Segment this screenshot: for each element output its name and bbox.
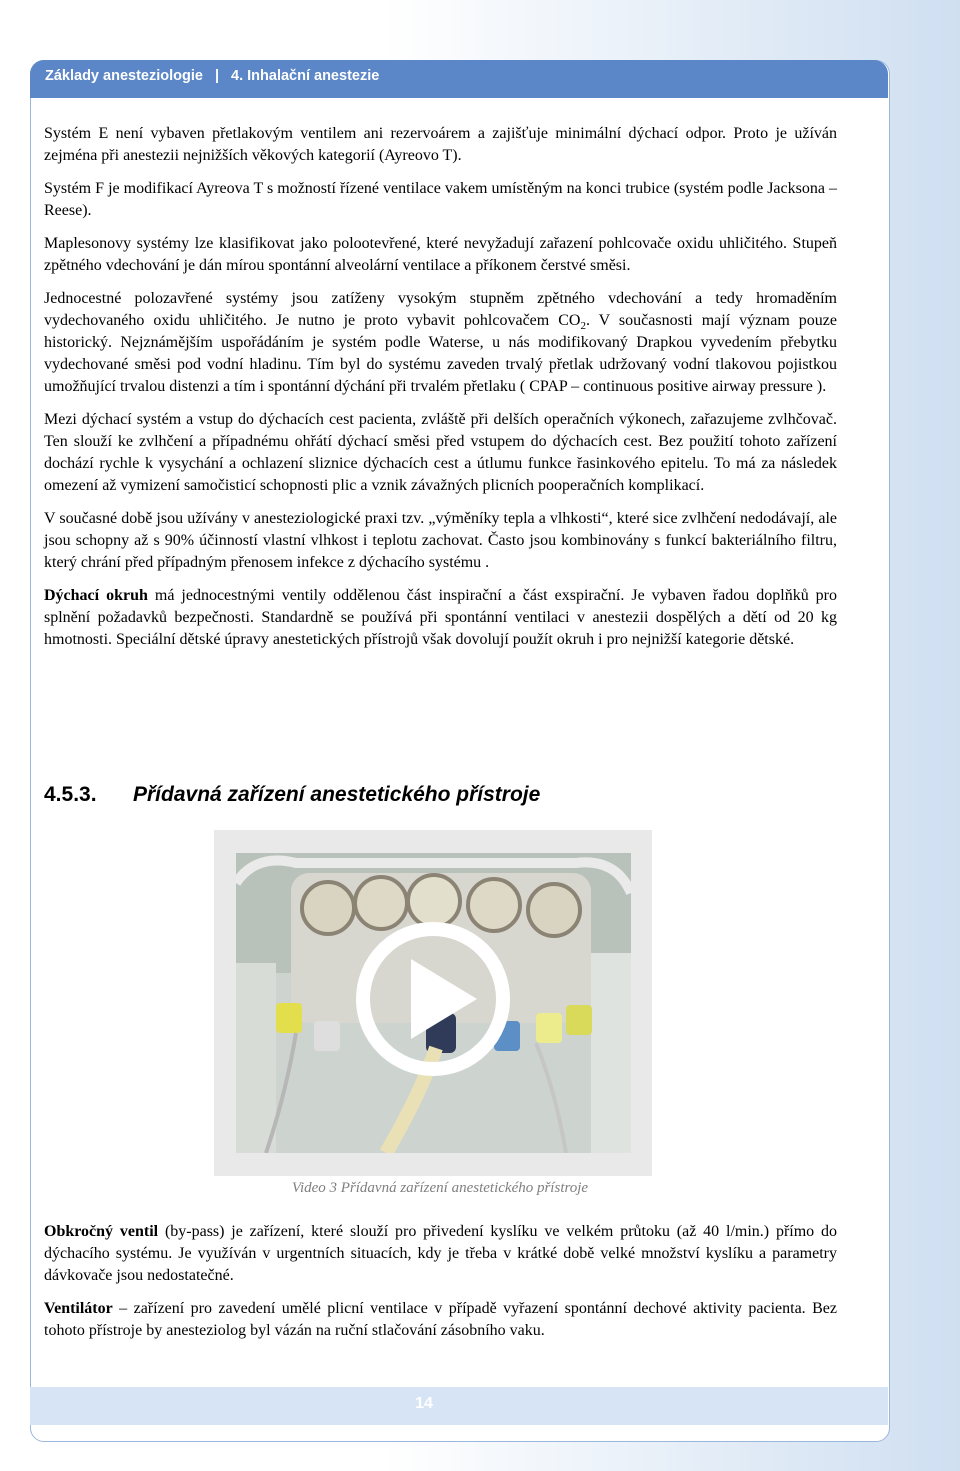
paragraph-text: (by-pass) je zařízení, které slouží pro přivedení kyslíku ve velkém průtoku (až 40 l/min.) přímo do dýchacího systému. Je využíván v urgentních situacích, kdy je třeba v krátké době velké množství kyslíku a parametry dávkovače jsou nedostatečné. (44, 1223, 837, 1284)
subscript: 2 (580, 320, 586, 333)
paragraph-text: – zařízení pro zavedení umělé plicní ventilace v případě vyřazení spontánní dechové aktivity pacienta. Bez tohoto přístroje by anesteziolog byl vázán na ruční stlačování zásobního vaku. (44, 1300, 837, 1339)
paragraph: Systém F je modifikací Ayreova T s možností řízené ventilace vakem umístěným na konci trubice (systém podle Jacksona – Reese). (44, 180, 837, 219)
paragraph (44, 288, 837, 398)
running-header (45, 68, 379, 84)
section-heading (44, 783, 540, 807)
section-number: 4.5.3. (44, 783, 97, 806)
body-text-top (44, 123, 837, 662)
bold-term: Obkročný ventil (44, 1223, 159, 1240)
book-title: Základy anesteziologie (45, 68, 203, 84)
paragraph-text: má jednocestnými ventily oddělenou část inspirační a část exspirační. Je vybaven řadou doplňků pro splnění požadavků bezpečnosti. Standardně se používá při spontánní ventilaci v anestezii dospělých a dětí od 20 kg hmotnosti. Speciální dětské úpravy anestetických přístrojů však dovolují použít okruh i pro nejnižší kategorie dětské. (44, 587, 838, 648)
paragraph: Maplesonovy systémy lze klasifikovat jako polootevřené, které nevyžadují zařazení pohlcovače oxidu uhličitého. Stupeň zpětného vdechování je dán mírou spontánní alveolární ventilace a příkonem čerstvé směsi. (44, 235, 837, 274)
section-title: Přídavná zařízení anestetického přístroje (133, 783, 541, 806)
play-icon[interactable] (353, 919, 513, 1079)
bold-term: Ventilátor (44, 1300, 113, 1317)
paragraph-text: . V současnosti mají význam pouze historický. Nejznámějším uspořádáním je systém podle Waterse, u nás modifikovaný Drapkou vyvedením přebytku vydechované směsi pod vodní hladinu. Tím byl do systému zaveden trvalý přetlak udržovaný vodní tlakovou pojistkou umožňující trvalou distenzi a tím i spontánní dýchání při trvalém přetlaku ( CPAP – continuous positive airway pressure ). (44, 312, 837, 395)
body-text-bottom (44, 1221, 837, 1353)
paragraph: Mezi dýchací systém a vstup do dýchacích cest pacienta, zvláště při delších operačních výkonech, zařazujeme zvlhčovač. Ten slouží ke zvlhčení a případnému ohřátí dýchací směsi před vstupem do dýchacích cest. Bez použití tohoto zařízení dochází rychle k vysychání a ochlazení sliznice dýchacích cest a útlumu funkce řasinkového epitelu. To má za následek omezení až vymizení samočisticí schopnosti plic a vznik závažných plicních pooperačních komplikací. (44, 411, 837, 494)
page-number: 14 (415, 1395, 433, 1412)
video-caption: Video 3 Přídavná zařízení anestetického přístroje (291, 1180, 589, 1196)
paragraph (44, 1221, 837, 1287)
paragraph (44, 585, 837, 651)
paragraph: Systém E není vybaven přetlakovým ventilem ani rezervoárem a zajišťuje minimální dýchací odpor. Proto je užíván zejména při anestezii nejnižších věkových kategorií (Ayreovo T). (44, 125, 837, 164)
paragraph-text: Jednocestné polozavřené systémy jsou zatíženy vysokým stupněm zpětného vdechování a tedy hromaděním vydechovaného oxidu uhličitého. Je nutno je proto vybavit pohlcovačem CO (44, 290, 837, 329)
chapter-title: 4. Inhalační anestezie (231, 68, 380, 84)
bold-term: Dýchací okruh (44, 587, 148, 604)
paragraph (44, 1298, 837, 1342)
header-separator: | (214, 68, 220, 84)
paragraph: V současné době jsou užívány v anesteziologické praxi tzv. „výměníky tepla a vlhkosti“, které sice zvlhčení nedodávají, ale jsou schopny až s 90% účinností vlastní vlhkost i teplotu zachovat. Často jsou kombinovány s funkcí bakteriálního filtru, který chrání před případným přenosem infekce z dýchacího systému . (44, 510, 837, 571)
